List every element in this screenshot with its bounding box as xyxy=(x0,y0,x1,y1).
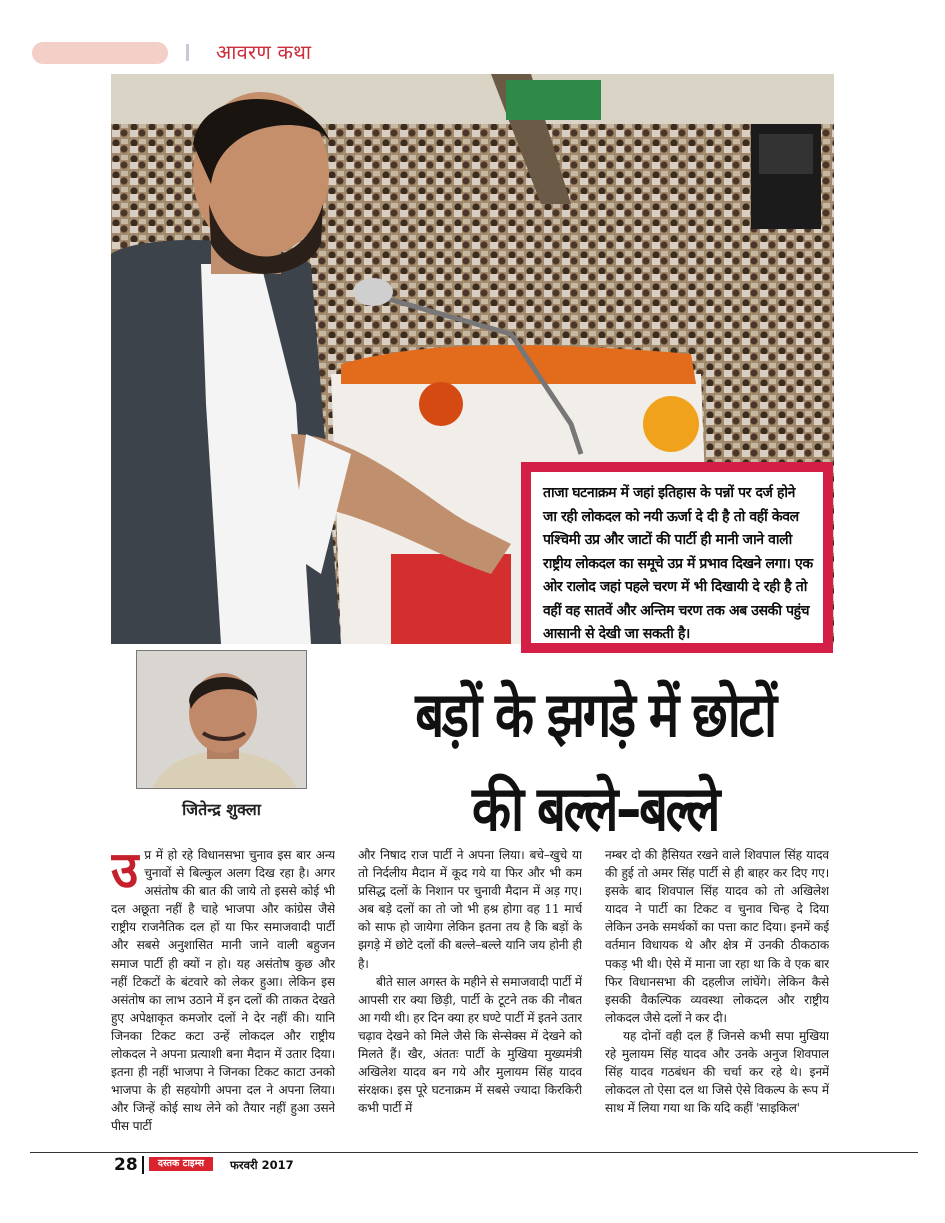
headline-line-2: की बल्ले–बल्ले xyxy=(471,772,719,845)
column-3-paragraph-2: यह दोनों वही दल हैं जिनसे कभी सपा मुखिया रहे मुलायम सिंह यादव और उनके अनुज शिवपाल सिंह यादव गठबंधन की चर्चा कर रहे थे। इनमें लोकदल तो ऐसा दल था जिसे ऐसे विकल्प के रूप में साथ में लिया गया था कि यदि कहीं 'साइकिल' xyxy=(605,1028,829,1116)
footer-rule xyxy=(30,1152,918,1153)
drop-cap: उ xyxy=(111,846,139,899)
column-2-paragraph-2: बीते साल अगस्त के महीने से समाजवादी पार्टी में आपसी रार क्या छिड़ी, पार्टी के टूटने तक की नौबत आ गयी थी। हर दिन क्या हर घण्टे पार्टी में इतने उतार चढ़ाव देखने को मिले जैसे कि सेन्सेक्स में देखने को मिलते हैं। खैर, अंततः पार्टी के मुखिया मुख्यमंत्री अखिलेश यादव बन गये और मुलायम सिंह यादव संरक्षक। इस पूरे घटनाक्रम में सबसे ज्यादा किरकिरी कभी पार्टी में xyxy=(358,974,582,1116)
column-2-paragraph-1: और निषाद राज पार्टी ने अपना लिया। बचे–खुचे या तो निर्दलीय मैदान में कूद गये या फिर और भी कम प्रसिद्ध दलों के निशान पर चुनावी मैदान में अड़ गए। अब बड़े दलों का तो जो भी हश्र होगा वह 11 मार्च को साफ हो जायेगा लेकिन इतना तय है कि बड़ों के झगड़े में छोटे दलों की बल्ले–बल्ले यानि जय होनी ही है। xyxy=(358,848,582,971)
article-column-1 xyxy=(111,846,335,1138)
section-divider xyxy=(186,44,189,61)
section-tab-pill xyxy=(32,42,168,64)
pull-quote-box xyxy=(521,462,833,653)
article-headline xyxy=(378,668,813,856)
article-column-3 xyxy=(605,846,829,1138)
footer-divider xyxy=(142,1156,144,1174)
column-3-paragraph-1: नम्बर दो की हैसियत रखने वाले शिवपाल सिंह यादव की हुई तो अमर सिंह पार्टी से ही बाहर कर दिए गए। इसके बाद शिवपाल सिंह यादव को तो अखिलेश यादव ने पार्टी का टिकट व चुनाव चिन्ह दे दिया लेकिन उनके समर्थकों का पत्ता काट दिया। इनमें कई वर्तमान विधायक थे और क्षेत्र में उनकी ठीकठाक पकड़ भी थी। ऐसे में माना जा रहा था कि वे एक बार फिर विधानसभा की दहलीज लांघेंगे। लेकिन कैसे इसकी वैकल्पिक व्यवस्था लोकदल और राष्ट्रीय लोकदल जैसे दलों ने कर दी। xyxy=(605,848,829,1025)
column-1-paragraph: प्र में हो रहे विधानसभा चुनाव इस बार अन्य चुनावों से बिल्कुल अलग दिख रहा है। अगर असंतोष की बात की जाये तो इससे कोई भी दल अछूता नहीं है चाहे भाजपा और कांग्रेस जैसे राष्ट्रीय राजनैतिक दल हों या फिर समाजवादी पार्टी और सबसे अनुशासित मानी जाने वाली बहुजन समाज पार्टी ही क्यों न हो। यह असंतोष कुछ और नहीं टिकटों के बंटवारे को लेकर हुआ। लेकिन इस असंतोष का लाभ उठाने में इन दलों की ताकत देखते हुए अपेक्षाकृत कमजोर दलों ने देर नहीं की। यानि जिनका टिकट कटा उन्हें लोकदल और राष्ट्रीय लोकदल ने अपना प्रत्याशी बना मैदान में उतार दिया। इतना ही नहीं भाजपा ने जिनका टिकट काटा उनको भाजपा के ही सहयोगी अपना दल ने अपना लिया। और जिन्हें कोई साथ लेने को तैयार नहीं हुआ उसने पीस पार्टी xyxy=(111,848,335,1134)
page-number: 28 xyxy=(114,1155,138,1175)
headline-line-1: बड़ों के झगड़े में छोटों xyxy=(415,678,775,751)
author-photo xyxy=(136,650,307,789)
issue-date: फरवरी 2017 xyxy=(230,1158,294,1172)
section-label: आवरण कथा xyxy=(216,40,312,64)
author-name: जितेन्द्र शुक्ला xyxy=(182,800,261,819)
magazine-logo: दस्तक टाइम्स xyxy=(149,1157,213,1171)
article-column-2 xyxy=(358,846,582,1138)
author-portrait-icon xyxy=(137,651,307,789)
pull-quote-text: ताजा घटनाक्रम में जहां इतिहास के पन्नों पर दर्ज होने जा रही लोकदल को नयी ऊर्जा दे दी है तो वहीं केवल पश्चिमी उप्र और जाटों की पार्टी ही मानी जाने वाली राष्ट्रीय लोकदल का समूचे उप्र में प्रभाव दिखने लगा। एक ओर रालोद जहां पहले चरण में भी दिखायी दे रही है तो वहीं वह सातवें और अन्तिम चरण तक अब उसकी पहुंच आसानी से देखी जा सकती है। xyxy=(543,485,813,642)
